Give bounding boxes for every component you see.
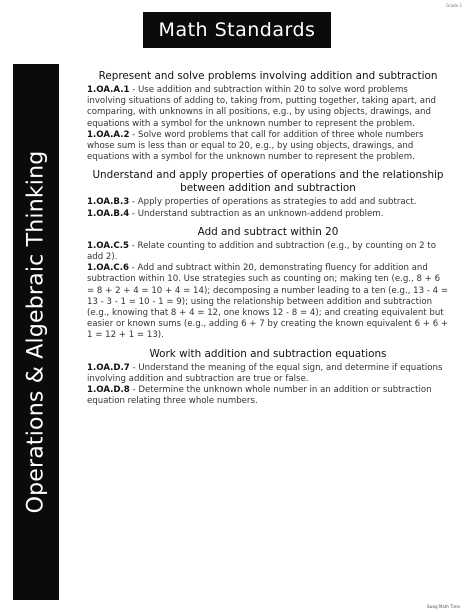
domain-title: Operations & Algebraic Thinking: [23, 150, 49, 514]
standard-code: 1.OA.B.4: [87, 208, 130, 219]
standard-item: [87, 209, 449, 220]
section-add-subtract-within-20: [87, 226, 449, 342]
page-header: [0, 0, 474, 50]
standard-text: - Understand subtraction as an unknown-addend problem.: [129, 208, 384, 219]
standard-code: 1.OA.A.1: [87, 85, 130, 95]
page-footer: Swag Math Time: [426, 604, 460, 609]
standard-text: - Determine the unknown whole number in an addition or subtraction equation relating three whole numbers.: [87, 385, 432, 407]
standard-code: 1.OA.B.3: [87, 197, 130, 208]
standard-item: [87, 130, 449, 164]
section-heading: Represent and solve problems involving addition and subtraction: [98, 70, 438, 82]
standard-item: [87, 363, 449, 385]
standard-text: - Solve word problems that call for addition of three whole numbers whose sum is less than or equal to 20, e.g., by using objects, drawings, and equations with a symbol for the unknown number to represent the problem.: [87, 129, 424, 163]
standard-code: 1.OA.C.6: [87, 263, 129, 274]
standard-text: - Apply properties of operations as strategies to add and subtract.: [129, 197, 417, 208]
standard-item: [87, 263, 449, 341]
standards-content: [87, 68, 449, 600]
standard-item: [87, 197, 449, 208]
standard-item: [87, 85, 449, 130]
standard-text: - Add and subtract within 20, demonstrating fluency for addition and subtraction within 10. Use strategies such as counting on; making ten (e.g., 8 + 6 = 8 + 2 + 4 = 10 + 4 = 14); decomposing a number leading to a ten (e.g., 13 - 4 = 13 - 3 - 1 = 10 - 1 = 9); using the relationship between addition and subtraction (e.g., knowing that 8 + 4 = 12, one knows 12 - 8 = 4); and creating equivalent but easier or known sums (e.g., adding 6 + 7 by creating the known equivalent 6 + 6 + 1 = 12 + 1 = 13).: [87, 263, 449, 341]
section-heading: Add and subtract within 20: [197, 225, 339, 238]
standard-text: - Understand the meaning of the equal sign, and determine if equations involving addition and subtraction are true or false.: [87, 362, 443, 384]
standard-code: 1.OA.A.2: [87, 129, 130, 140]
page-title: Math Standards: [143, 12, 331, 48]
standard-item: [87, 385, 449, 407]
standard-code: 1.OA.C.5: [87, 240, 129, 251]
standard-code: 1.OA.D.8: [87, 385, 130, 396]
section-heading: Understand and apply properties of operations and the relationship between addition and subtraction: [92, 169, 444, 195]
section-properties-of-operations: [87, 169, 449, 219]
section-represent-and-solve: [87, 70, 449, 163]
domain-sidebar: [13, 64, 59, 600]
standard-text: - Use addition and subtraction within 20 to solve word problems involving situations of adding to, taking from, putting together, taking apart, and comparing, with unknowns in all positions, e.g., by using objects, drawings, and equations with a symbol for the unknown number to represent the problem.: [87, 85, 436, 129]
grade-tag: Grade 1: [445, 3, 462, 8]
standard-code: 1.OA.D.7: [87, 362, 130, 373]
section-heading: Work with addition and subtraction equations: [149, 347, 387, 360]
section-equations: [87, 348, 449, 408]
standard-item: [87, 241, 449, 263]
standard-text: - Relate counting to addition and subtraction (e.g., by counting on 2 to add 2).: [87, 240, 437, 263]
